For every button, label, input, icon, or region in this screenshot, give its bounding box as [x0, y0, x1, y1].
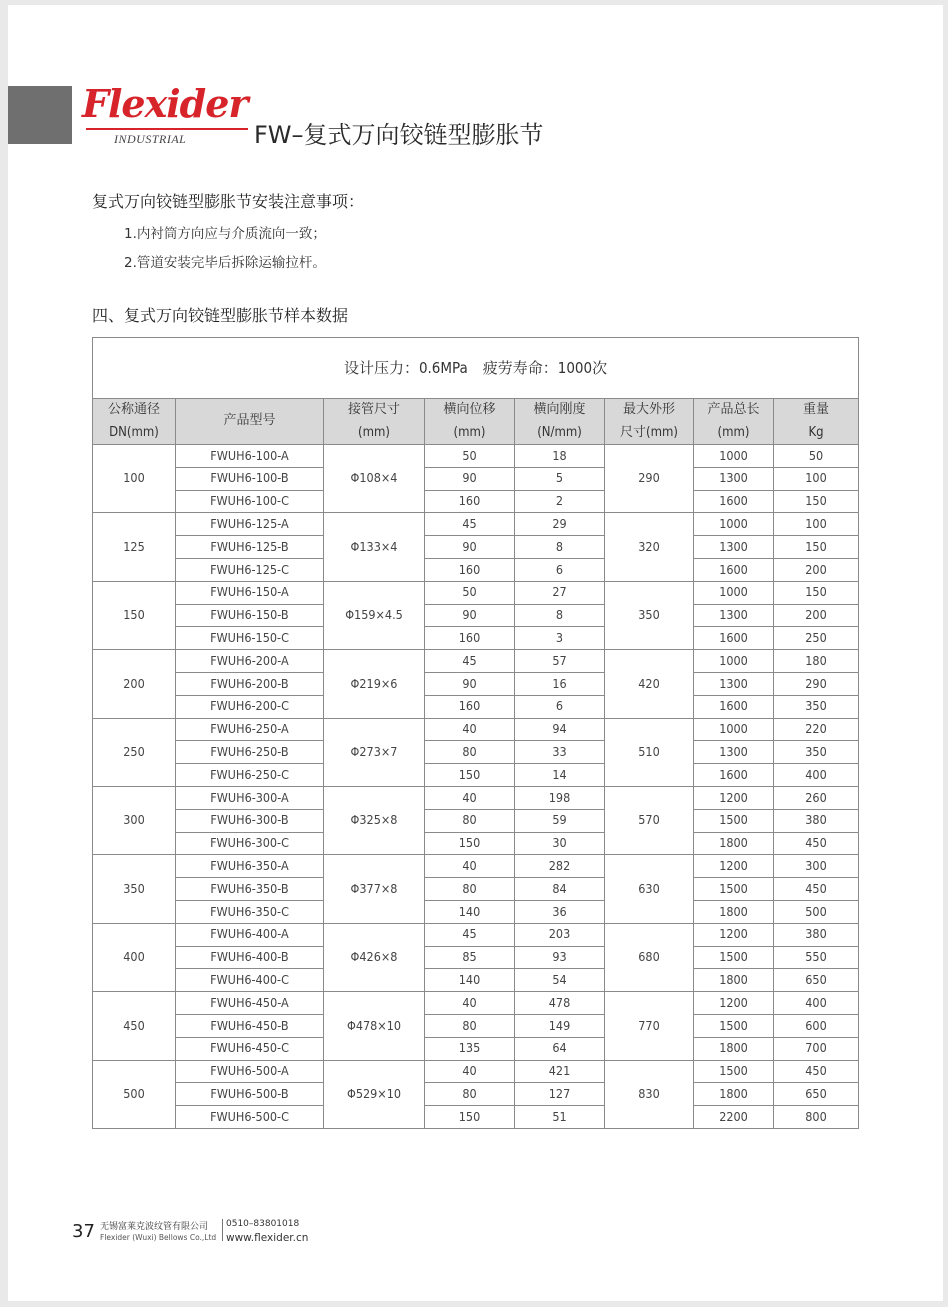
table-row: [93, 923, 859, 946]
pipe-size-cell: Φ133×4: [324, 513, 425, 581]
displacement-cell: 80: [425, 878, 515, 901]
length-cell: 1300: [694, 604, 774, 627]
section-title: 四、复式万向铰链型膨胀节样本数据: [92, 306, 349, 325]
stiffness-cell: 29: [515, 513, 605, 536]
stiffness-cell: 30: [515, 832, 605, 855]
weight-cell: 800: [774, 1106, 859, 1129]
table-row: [93, 672, 859, 695]
weight-cell: 260: [774, 786, 859, 809]
header-pipe: [324, 399, 425, 445]
dn-cell: 300: [93, 786, 176, 854]
pipe-size-cell: Φ529×10: [324, 1060, 425, 1128]
stiffness-cell: 421: [515, 1060, 605, 1083]
dn-cell: 125: [93, 513, 176, 581]
flexider-logo: [80, 81, 252, 151]
weight-cell: 150: [774, 581, 859, 604]
model-cell: FWUH6-300-A: [176, 786, 324, 809]
company-name-en: Flexider (Wuxi) Bellows Co.,Ltd: [100, 1233, 217, 1242]
stiffness-cell: 36: [515, 900, 605, 923]
length-cell: 1300: [694, 536, 774, 559]
model-cell: FWUH6-100-B: [176, 467, 324, 490]
displacement-cell: 90: [425, 604, 515, 627]
table-row: [93, 445, 859, 468]
displacement-cell: 150: [425, 832, 515, 855]
model-cell: FWUH6-200-A: [176, 650, 324, 673]
length-cell: 1600: [694, 490, 774, 513]
dn-cell: 500: [93, 1060, 176, 1128]
length-cell: 1500: [694, 1014, 774, 1037]
header-length-line: 产品总长: [707, 402, 760, 418]
table-row: [93, 581, 859, 604]
pipe-size-cell: Φ377×8: [324, 855, 425, 923]
model-cell: FWUH6-125-B: [176, 536, 324, 559]
dn-cell: 400: [93, 923, 176, 991]
table-row: [93, 741, 859, 764]
weight-cell: 450: [774, 1060, 859, 1083]
length-cell: 1800: [694, 900, 774, 923]
outer-size-cell: 630: [605, 855, 694, 923]
displacement-cell: 80: [425, 809, 515, 832]
displacement-cell: 160: [425, 627, 515, 650]
model-cell: FWUH6-350-C: [176, 900, 324, 923]
table-body: [93, 445, 859, 1129]
table-row: [93, 786, 859, 809]
model-cell: FWUH6-150-A: [176, 581, 324, 604]
length-cell: 1500: [694, 1060, 774, 1083]
stiffness-cell: 198: [515, 786, 605, 809]
outer-size-cell: 570: [605, 786, 694, 854]
model-cell: FWUH6-250-C: [176, 764, 324, 787]
displacement-cell: 40: [425, 1060, 515, 1083]
weight-cell: 500: [774, 900, 859, 923]
pipe-size-cell: Φ108×4: [324, 445, 425, 513]
table-row: [93, 490, 859, 513]
table-header-row: [93, 399, 859, 445]
model-cell: FWUH6-500-C: [176, 1106, 324, 1129]
page-title: FW–复式万向铰链型膨胀节: [254, 121, 544, 149]
model-cell: FWUH6-200-B: [176, 672, 324, 695]
table-row: [93, 558, 859, 581]
table-row: [93, 513, 859, 536]
logo-underline: [86, 128, 248, 130]
length-cell: 1200: [694, 992, 774, 1015]
dn-cell: 250: [93, 718, 176, 786]
model-cell: FWUH6-150-B: [176, 604, 324, 627]
header-weight-line: 重量: [803, 402, 830, 418]
dn-cell: 350: [93, 855, 176, 923]
pipe-size-cell: Φ426×8: [324, 923, 425, 991]
model-cell: FWUH6-400-C: [176, 969, 324, 992]
table-row: [93, 467, 859, 490]
model-cell: FWUH6-350-A: [176, 855, 324, 878]
table-row: [93, 764, 859, 787]
weight-cell: 200: [774, 604, 859, 627]
header-stiffness-line: 横向刚度: [533, 402, 586, 418]
length-cell: 1800: [694, 1037, 774, 1060]
displacement-cell: 140: [425, 900, 515, 923]
weight-cell: 650: [774, 969, 859, 992]
stiffness-cell: 64: [515, 1037, 605, 1060]
header-displacement-line: (mm): [453, 424, 486, 440]
model-cell: FWUH6-125-A: [176, 513, 324, 536]
sample-data-table: [92, 337, 859, 1129]
header-model-line: 产品型号: [223, 413, 276, 429]
header-dn-line: 公称通径: [107, 402, 160, 418]
table-row: [93, 832, 859, 855]
stiffness-cell: 57: [515, 650, 605, 673]
table-row: [93, 1083, 859, 1106]
header-model: [176, 399, 324, 445]
table-row: [93, 878, 859, 901]
installation-note-1: 1.内衬筒方向应与介质流向一致；: [124, 226, 326, 242]
weight-cell: 220: [774, 718, 859, 741]
displacement-cell: 160: [425, 695, 515, 718]
length-cell: 1600: [694, 627, 774, 650]
displacement-cell: 40: [425, 786, 515, 809]
weight-cell: 350: [774, 741, 859, 764]
header-stiffness: [515, 399, 605, 445]
table-row: [93, 650, 859, 673]
header-displacement: [425, 399, 515, 445]
stiffness-cell: 59: [515, 809, 605, 832]
stiffness-cell: 14: [515, 764, 605, 787]
displacement-cell: 80: [425, 1083, 515, 1106]
header-outer-size: [605, 399, 694, 445]
table-row: [93, 809, 859, 832]
logo-subtitle: INDUSTRIAL: [114, 132, 187, 146]
pipe-size-cell: Φ325×8: [324, 786, 425, 854]
stiffness-cell: 16: [515, 672, 605, 695]
header-weight-line: Kg: [808, 424, 824, 440]
length-cell: 2200: [694, 1106, 774, 1129]
length-cell: 1000: [694, 718, 774, 741]
table-row: [93, 1060, 859, 1083]
table-row: [93, 855, 859, 878]
model-cell: FWUH6-450-C: [176, 1037, 324, 1060]
weight-cell: 550: [774, 946, 859, 969]
length-cell: 1500: [694, 946, 774, 969]
stiffness-cell: 33: [515, 741, 605, 764]
model-cell: FWUH6-350-B: [176, 878, 324, 901]
header-dn-line: DN(mm): [109, 424, 159, 440]
stiffness-cell: 6: [515, 695, 605, 718]
displacement-cell: 80: [425, 1014, 515, 1037]
stiffness-cell: 6: [515, 558, 605, 581]
displacement-cell: 90: [425, 536, 515, 559]
displacement-cell: 45: [425, 923, 515, 946]
model-cell: FWUH6-125-C: [176, 558, 324, 581]
catalog-page: [8, 5, 943, 1301]
outer-size-cell: 420: [605, 650, 694, 718]
displacement-cell: 40: [425, 855, 515, 878]
length-cell: 1800: [694, 1083, 774, 1106]
table-row: [93, 604, 859, 627]
model-cell: FWUH6-400-B: [176, 946, 324, 969]
table-row: [93, 1037, 859, 1060]
displacement-cell: 45: [425, 650, 515, 673]
stiffness-cell: 5: [515, 467, 605, 490]
dn-cell: 200: [93, 650, 176, 718]
outer-size-cell: 320: [605, 513, 694, 581]
outer-size-cell: 290: [605, 445, 694, 513]
table-row: [93, 992, 859, 1015]
model-cell: FWUH6-400-A: [176, 923, 324, 946]
model-cell: FWUH6-200-C: [176, 695, 324, 718]
displacement-cell: 40: [425, 992, 515, 1015]
model-cell: FWUH6-100-A: [176, 445, 324, 468]
stiffness-cell: 51: [515, 1106, 605, 1129]
displacement-cell: 90: [425, 672, 515, 695]
stiffness-cell: 127: [515, 1083, 605, 1106]
length-cell: 1200: [694, 923, 774, 946]
model-cell: FWUH6-450-A: [176, 992, 324, 1015]
weight-cell: 180: [774, 650, 859, 673]
model-cell: FWUH6-250-A: [176, 718, 324, 741]
header-accent-band: [8, 86, 72, 144]
outer-size-cell: 510: [605, 718, 694, 786]
table-row: [93, 900, 859, 923]
length-cell: 1800: [694, 832, 774, 855]
length-cell: 1500: [694, 878, 774, 901]
table-row: [93, 1106, 859, 1129]
stiffness-cell: 18: [515, 445, 605, 468]
table-row: [93, 946, 859, 969]
header-outer-size-line: 尺寸(mm): [620, 424, 678, 440]
dn-cell: 150: [93, 581, 176, 649]
logo-wordmark: Flexider: [82, 81, 248, 126]
weight-cell: 50: [774, 445, 859, 468]
pipe-size-cell: Φ478×10: [324, 992, 425, 1060]
weight-cell: 400: [774, 764, 859, 787]
displacement-cell: 85: [425, 946, 515, 969]
weight-cell: 380: [774, 809, 859, 832]
model-cell: FWUH6-500-B: [176, 1083, 324, 1106]
model-cell: FWUH6-500-A: [176, 1060, 324, 1083]
model-cell: FWUH6-250-B: [176, 741, 324, 764]
length-cell: 1300: [694, 741, 774, 764]
displacement-cell: 150: [425, 1106, 515, 1129]
model-cell: FWUH6-300-B: [176, 809, 324, 832]
stiffness-cell: 8: [515, 604, 605, 627]
length-cell: 1500: [694, 809, 774, 832]
table-row: [93, 536, 859, 559]
stiffness-cell: 2: [515, 490, 605, 513]
weight-cell: 100: [774, 467, 859, 490]
dn-cell: 450: [93, 992, 176, 1060]
length-cell: 1000: [694, 650, 774, 673]
pipe-size-cell: Φ159×4.5: [324, 581, 425, 649]
weight-cell: 450: [774, 832, 859, 855]
table-row: [93, 1014, 859, 1037]
length-cell: 1200: [694, 786, 774, 809]
header-dn: [93, 399, 176, 445]
weight-cell: 290: [774, 672, 859, 695]
length-cell: 1200: [694, 855, 774, 878]
header-outer-size-line: 最大外形: [622, 402, 675, 418]
weight-cell: 700: [774, 1037, 859, 1060]
weight-cell: 650: [774, 1083, 859, 1106]
header-pipe-line: 接管尺寸: [347, 402, 400, 418]
displacement-cell: 50: [425, 445, 515, 468]
outer-size-cell: 830: [605, 1060, 694, 1128]
displacement-cell: 80: [425, 741, 515, 764]
stiffness-cell: 8: [515, 536, 605, 559]
installation-notes-title: 复式万向铰链型膨胀节安装注意事项：: [92, 192, 365, 211]
length-cell: 1000: [694, 581, 774, 604]
company-name-cn: 无锡富莱克波纹管有限公司: [100, 1222, 209, 1232]
weight-cell: 150: [774, 536, 859, 559]
displacement-cell: 135: [425, 1037, 515, 1060]
installation-note-2: 2.管道安装完毕后拆除运输拉杆。: [124, 255, 326, 271]
length-cell: 1600: [694, 764, 774, 787]
table-row: [93, 695, 859, 718]
table-row: [93, 627, 859, 650]
displacement-cell: 50: [425, 581, 515, 604]
weight-cell: 350: [774, 695, 859, 718]
header-length: [694, 399, 774, 445]
design-conditions: 设计压力：0.6MPa 疲劳寿命：1000次: [93, 338, 859, 399]
weight-cell: 100: [774, 513, 859, 536]
outer-size-cell: 350: [605, 581, 694, 649]
outer-size-cell: 770: [605, 992, 694, 1060]
stiffness-cell: 203: [515, 923, 605, 946]
header-pipe-line: (mm): [358, 424, 390, 440]
stiffness-cell: 94: [515, 718, 605, 741]
stiffness-cell: 478: [515, 992, 605, 1015]
weight-cell: 150: [774, 490, 859, 513]
displacement-cell: 90: [425, 467, 515, 490]
weight-cell: 400: [774, 992, 859, 1015]
weight-cell: 200: [774, 558, 859, 581]
displacement-cell: 160: [425, 490, 515, 513]
header-weight: [774, 399, 859, 445]
stiffness-cell: 149: [515, 1014, 605, 1037]
length-cell: 1300: [694, 467, 774, 490]
table-row: [93, 718, 859, 741]
length-cell: 1800: [694, 969, 774, 992]
displacement-cell: 45: [425, 513, 515, 536]
stiffness-cell: 3: [515, 627, 605, 650]
model-cell: FWUH6-450-B: [176, 1014, 324, 1037]
stiffness-cell: 84: [515, 878, 605, 901]
pipe-size-cell: Φ219×6: [324, 650, 425, 718]
length-cell: 1600: [694, 558, 774, 581]
weight-cell: 450: [774, 878, 859, 901]
header-displacement-line: 横向位移: [443, 402, 496, 418]
length-cell: 1000: [694, 445, 774, 468]
model-cell: FWUH6-100-C: [176, 490, 324, 513]
company-website: www.flexider.cn: [226, 1232, 309, 1244]
weight-cell: 250: [774, 627, 859, 650]
length-cell: 1300: [694, 672, 774, 695]
length-cell: 1600: [694, 695, 774, 718]
displacement-cell: 150: [425, 764, 515, 787]
model-cell: FWUH6-300-C: [176, 832, 324, 855]
dn-cell: 100: [93, 445, 176, 513]
page-number: 37: [72, 1221, 95, 1242]
length-cell: 1000: [694, 513, 774, 536]
outer-size-cell: 680: [605, 923, 694, 991]
header-stiffness-line: (N/mm): [537, 424, 582, 440]
stiffness-cell: 27: [515, 581, 605, 604]
pipe-size-cell: Φ273×7: [324, 718, 425, 786]
weight-cell: 380: [774, 923, 859, 946]
displacement-cell: 40: [425, 718, 515, 741]
footer-divider: [222, 1219, 223, 1241]
company-phone: 0510–83801018: [226, 1219, 300, 1229]
weight-cell: 600: [774, 1014, 859, 1037]
weight-cell: 300: [774, 855, 859, 878]
stiffness-cell: 93: [515, 946, 605, 969]
displacement-cell: 160: [425, 558, 515, 581]
displacement-cell: 140: [425, 969, 515, 992]
stiffness-cell: 282: [515, 855, 605, 878]
stiffness-cell: 54: [515, 969, 605, 992]
table-row: [93, 969, 859, 992]
model-cell: FWUH6-150-C: [176, 627, 324, 650]
header-length-line: (mm): [717, 424, 750, 440]
table-banner-row: [93, 338, 859, 399]
